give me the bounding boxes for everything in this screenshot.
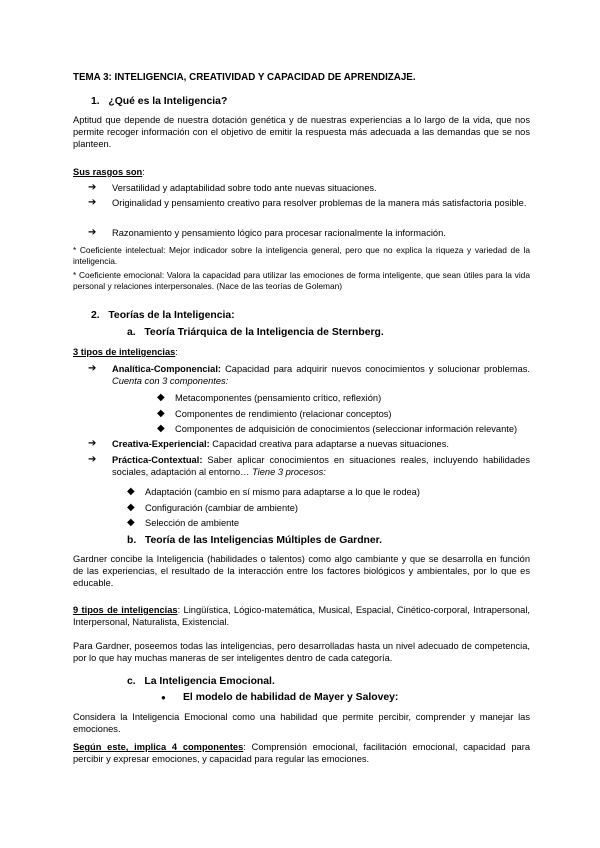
rasgo-text: Originalidad y pensamiento creativo para resolver problemas de la manera más satisfactoria posible. xyxy=(112,198,527,208)
diamond-icon: ◆ xyxy=(127,517,135,528)
segun-text: : Comprensión emocional, facilitación emocional, capacidad para percibir y expresar emociones, y capacidad para regular las emociones. xyxy=(73,742,530,764)
emotional-paragraph: Considera la Inteligencia Emocional como una habilidad que permite percibir, comprender y manejar las emociones. xyxy=(73,712,530,734)
practica-note: Tiene 3 procesos: xyxy=(252,467,326,477)
rasgo-text: Razonamiento y pensamiento lógico para procesar racionalmente la información. xyxy=(112,228,446,238)
rasgos-label: Sus rasgos son xyxy=(73,167,143,177)
creativa-term: Creativa-Experiencial: xyxy=(112,439,210,449)
list-item xyxy=(157,392,381,404)
diamond-icon: ◆ xyxy=(157,408,165,419)
subsection-a-label: a. xyxy=(127,327,136,338)
list-item xyxy=(127,502,298,514)
arrow-icon: ➔ xyxy=(88,438,97,449)
subsection-a-heading xyxy=(127,327,584,339)
model-heading xyxy=(161,692,398,704)
analitica-term: Analítica-Componencial: xyxy=(112,364,221,374)
gardner-paragraph-2: Para Gardner, poseemos todas las inteligencias, pero desarrolladas hasta un nivel adecuado de competencia, por lo que hay muchas maneras de ser inteligentes dentro de cada categoría. xyxy=(73,641,530,663)
arrow-icon: ➔ xyxy=(88,454,97,465)
segun-label: Según este, implica 4 componentes xyxy=(73,742,244,752)
list-item xyxy=(127,486,420,498)
list-item xyxy=(88,438,530,450)
model-heading-text: El modelo de habilidad de Mayer y Salovey: xyxy=(183,692,399,703)
list-item xyxy=(88,182,530,194)
practica-term: Práctica-Contextual: xyxy=(112,455,203,465)
proceso-text: Adaptación (cambio en sí mismo para adaptarse a lo que le rodea) xyxy=(145,487,420,497)
arrow-icon: ➔ xyxy=(88,363,97,374)
list-item xyxy=(157,408,392,420)
diamond-icon: ◆ xyxy=(127,486,135,497)
subsection-c-heading xyxy=(127,676,584,688)
section-1-title: ¿Qué es la Inteligencia? xyxy=(108,96,228,107)
note-coeficiente-intelectual: * Coeficiente intelectual: Mejor indicador sobre la inteligencia general, pero que no explica la riqueza y variedad de la inteligencia. xyxy=(73,245,530,266)
tipos-heading: 3 tipos de inteligencias: xyxy=(73,347,178,357)
analitica-text xyxy=(112,363,530,387)
tipos-label: 3 tipos de inteligencias xyxy=(73,347,176,357)
list-item xyxy=(88,197,530,209)
document-title: TEMA 3: INTELIGENCIA, CREATIVIDAD Y CAPACIDAD DE APRENDIZAJE. xyxy=(73,72,416,83)
creativa-desc: Capacidad creativa para adaptarse a nuevas situaciones. xyxy=(209,439,449,449)
intelligence-definition: Aptitud que depende de nuestra dotación genética y de nuestras experiencias a lo largo de la vida, que nos permite recoger información con el objetivo de emitir la respuesta más adecuada a las demandas que se nos planteen. xyxy=(73,115,530,149)
nueve-tipos-label: 9 tipos de inteligencias xyxy=(73,605,178,615)
diamond-icon: ◆ xyxy=(157,423,165,434)
componente-text: Componentes de adquisición de conocimientos (seleccionar información relevante) xyxy=(175,424,518,434)
analitica-note: Cuenta con 3 componentes: xyxy=(112,376,229,386)
analitica-desc: Capacidad para adquirir nuevos conocimientos y solucionar problemas. xyxy=(221,364,530,374)
subsection-b-label: b. xyxy=(127,535,137,546)
practica-desc: Saber aplicar conocimientos en situaciones reales, incluyendo habilidades sociales, adaptación al entorno… xyxy=(112,455,530,477)
practica-text xyxy=(112,454,530,478)
section-2-heading xyxy=(91,310,548,322)
subsection-c-label: c. xyxy=(127,676,136,687)
subsection-c-title: La Inteligencia Emocional. xyxy=(144,676,275,687)
arrow-icon: ➔ xyxy=(88,182,97,193)
section-1-number: 1. xyxy=(91,96,100,107)
componente-text: Metacomponentes (pensamiento crítico, reflexión) xyxy=(175,393,382,403)
nueve-tipos-paragraph xyxy=(73,604,530,628)
arrow-icon: ➔ xyxy=(88,197,97,208)
subsection-b-heading xyxy=(127,535,584,547)
note-coeficiente-emocional: * Coeficiente emocional: Valora la capacidad para utilizar las emociones de forma inteligente, que sean útiles para la vida personal y relaciones interpersonales. (Nace de las teorías de Goleman) xyxy=(73,270,530,291)
diamond-icon: ◆ xyxy=(157,392,165,403)
list-item xyxy=(88,363,530,387)
list-item xyxy=(88,454,530,478)
proceso-text: Configuración (cambiar de ambiente) xyxy=(145,503,298,513)
rasgo-text: Versatilidad y adaptabilidad sobre todo ante nuevas situaciones. xyxy=(112,183,377,193)
componente-text: Componentes de rendimiento (relacionar conceptos) xyxy=(175,409,392,419)
subsection-a-title: Teoría Triárquica de la Inteligencia de Sternberg. xyxy=(144,327,384,338)
section-1-heading xyxy=(91,96,548,108)
nueve-tipos-list: : Lingüística, Lógico-matemática, Musical, Espacial, Cinético-corporal, Intrapersonal, Interpersonal, Naturalista, Existencial. xyxy=(73,605,530,627)
diamond-icon: ◆ xyxy=(127,502,135,513)
creativa-text xyxy=(112,438,449,450)
rasgos-heading: Sus rasgos son: xyxy=(73,167,145,177)
section-2-number: 2. xyxy=(91,310,100,321)
bullet-icon: ● xyxy=(161,693,166,702)
arrow-icon: ➔ xyxy=(88,227,97,238)
gardner-paragraph: Gardner concibe la Inteligencia (habilidades o talentos) como algo cambiante y que se desarrolla en función de las experiencias, el resultado de la interacción entre los factores biológicos y ambientales, por lo que es educable. xyxy=(73,554,530,588)
subsection-b-title: Teoría de las Inteligencias Múltiples de Gardner. xyxy=(144,535,383,546)
list-item xyxy=(88,227,530,239)
list-item xyxy=(157,423,517,435)
segun-paragraph xyxy=(73,741,530,765)
section-2-title: Teorías de la Inteligencia: xyxy=(108,310,235,321)
list-item xyxy=(127,517,239,529)
proceso-text: Selección de ambiente xyxy=(145,518,240,528)
